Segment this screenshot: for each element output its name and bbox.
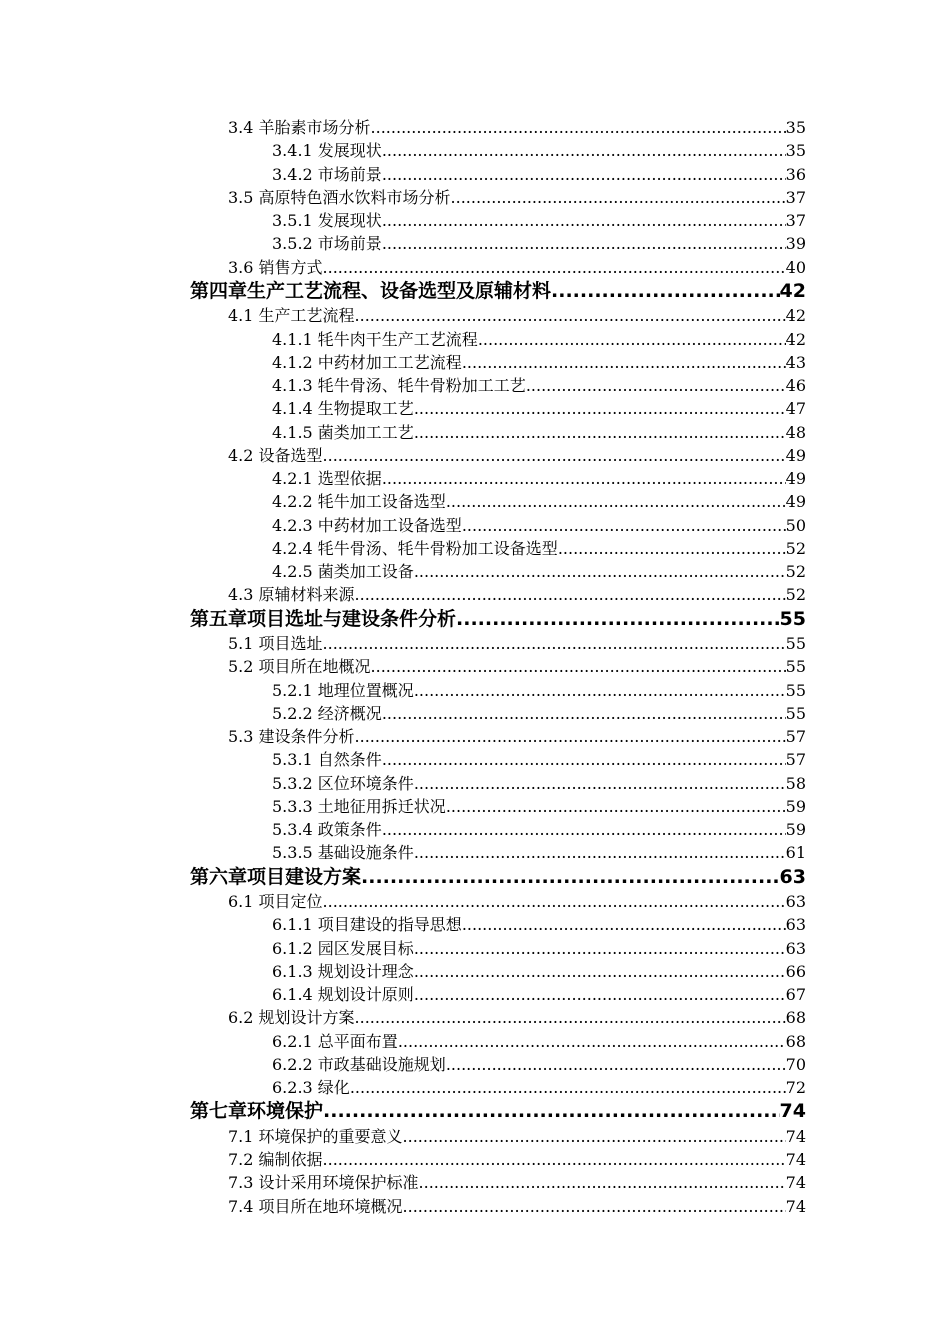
toc-page-number: 63 <box>785 915 806 935</box>
toc-entry-title: 4.1.3 牦牛骨汤、牦牛骨粉加工工艺 <box>272 376 526 395</box>
table-of-contents <box>190 116 806 1218</box>
toc-entry-title: 第七章环境保护 <box>190 1100 324 1123</box>
toc-dot-leader <box>382 139 786 162</box>
toc-page-number: 68 <box>785 1031 806 1051</box>
toc-entry[interactable] <box>190 937 806 960</box>
toc-dot-leader <box>558 537 786 560</box>
toc-entry[interactable] <box>190 702 806 725</box>
toc-page-number: 57 <box>785 750 806 770</box>
toc-entry[interactable] <box>190 1053 806 1076</box>
toc-page-number: 55 <box>779 607 806 630</box>
toc-dot-leader <box>414 841 786 864</box>
toc-entry[interactable] <box>190 397 806 420</box>
toc-entry-title: 3.5.1 发展现状 <box>272 211 382 230</box>
toc-page-number: 55 <box>785 657 806 677</box>
toc-dot-leader <box>414 960 786 983</box>
toc-entry-title: 3.4.2 市场前景 <box>272 164 382 184</box>
toc-dot-leader <box>414 937 786 960</box>
toc-page-number: 63 <box>785 892 806 911</box>
toc-entry[interactable] <box>190 560 806 583</box>
toc-dot-leader <box>361 865 780 891</box>
toc-page-number: 74 <box>779 1100 806 1123</box>
toc-dot-leader <box>398 1030 786 1053</box>
toc-entry-title: 5.3.2 区位环境条件 <box>272 773 414 793</box>
toc-page-number: 37 <box>785 211 806 230</box>
toc-entry-title: 4.2.3 中药材加工设备选型 <box>272 515 462 535</box>
toc-entry-title: 4.3 原辅材料来源 <box>228 585 355 605</box>
toc-chapter-entry[interactable] <box>190 1099 806 1125</box>
toc-entry[interactable] <box>190 983 806 1006</box>
toc-dot-leader <box>382 209 786 232</box>
toc-page-number: 63 <box>779 865 806 888</box>
toc-page-number: 55 <box>785 680 806 700</box>
toc-entry-title: 7.2 编制依据 <box>228 1150 323 1169</box>
toc-entry[interactable] <box>190 444 806 467</box>
toc-entry-title: 3.6 销售方式 <box>228 257 323 277</box>
toc-entry[interactable] <box>190 632 806 655</box>
toc-dot-leader <box>323 1099 780 1125</box>
toc-dot-leader <box>323 1148 786 1171</box>
toc-entry[interactable] <box>190 960 806 983</box>
toc-entry-title: 3.5.2 市场前景 <box>272 234 382 254</box>
toc-dot-leader <box>382 702 786 725</box>
toc-entry[interactable] <box>190 116 806 139</box>
toc-entry-title: 7.1 环境保护的重要意义 <box>228 1126 403 1146</box>
toc-page-number: 36 <box>785 164 806 184</box>
toc-entry-title: 6.1.2 园区发展目标 <box>272 938 414 958</box>
toc-entry[interactable] <box>190 467 806 490</box>
toc-dot-leader <box>382 748 786 771</box>
toc-entry-title: 5.2.1 地理位置概况 <box>272 680 414 700</box>
toc-page-number: 72 <box>785 1078 806 1097</box>
toc-page-number: 52 <box>785 538 806 558</box>
toc-entry-title: 第五章项目选址与建设条件分析 <box>190 607 457 630</box>
toc-dot-leader <box>382 818 786 841</box>
toc-page-number: 49 <box>785 492 806 512</box>
toc-page-number: 74 <box>785 1173 806 1193</box>
toc-entry[interactable] <box>190 328 806 351</box>
toc-page-number: 37 <box>785 187 806 207</box>
toc-page-number: 55 <box>785 703 806 723</box>
toc-entry-title: 4.1.1 牦牛肉干生产工艺流程 <box>272 329 478 349</box>
toc-page-number: 59 <box>785 796 806 816</box>
toc-entry-title: 4.1.2 中药材加工工艺流程 <box>272 352 462 372</box>
toc-dot-leader <box>355 725 786 748</box>
toc-entry-title: 6.1 项目定位 <box>228 892 323 911</box>
toc-dot-leader <box>350 1076 786 1099</box>
toc-entry-title: 6.2 规划设计方案 <box>228 1008 355 1028</box>
toc-entry[interactable] <box>190 209 806 232</box>
toc-dot-leader <box>462 351 786 374</box>
toc-entry-title: 4.2.5 菌类加工设备 <box>272 562 414 581</box>
toc-dot-leader <box>355 1006 786 1029</box>
toc-dot-leader <box>355 583 786 606</box>
toc-page-number: 74 <box>785 1196 806 1216</box>
toc-dot-leader <box>414 397 786 420</box>
toc-page-number: 52 <box>785 562 806 581</box>
toc-page-number: 35 <box>785 118 806 137</box>
toc-page-number: 66 <box>785 961 806 981</box>
toc-page-number: 55 <box>785 634 806 653</box>
toc-dot-leader <box>526 374 786 397</box>
toc-entry-title: 5.3 建设条件分析 <box>228 727 355 746</box>
toc-entry[interactable] <box>190 890 806 913</box>
toc-page-number: 49 <box>785 445 806 465</box>
toc-entry[interactable] <box>190 841 806 864</box>
toc-dot-leader <box>414 679 786 702</box>
toc-page-number: 59 <box>785 820 806 839</box>
toc-entry-title: 5.1 项目选址 <box>228 634 323 653</box>
toc-page-number: 67 <box>785 985 806 1004</box>
toc-entry-title: 6.1.3 规划设计理念 <box>272 961 414 981</box>
toc-entry-title: 第四章生产工艺流程、设备选型及原辅材料 <box>190 279 552 302</box>
toc-entry-title: 3.4 羊胎素市场分析 <box>228 118 371 137</box>
toc-entry[interactable] <box>190 583 806 606</box>
toc-entry-title: 5.3.5 基础设施条件 <box>272 843 414 863</box>
toc-entry[interactable] <box>190 351 806 374</box>
toc-dot-leader <box>414 983 786 1006</box>
toc-page-number: 48 <box>785 422 806 442</box>
toc-chapter-entry[interactable] <box>190 279 806 305</box>
toc-entry-title: 5.2 项目所在地概况 <box>228 657 371 677</box>
toc-entry[interactable] <box>190 725 806 748</box>
toc-dot-leader <box>478 328 786 351</box>
toc-entry-title: 4.2.4 牦牛骨汤、牦牛骨粉加工设备选型 <box>272 538 558 558</box>
toc-dot-leader <box>323 256 786 279</box>
toc-page-number: 47 <box>785 399 806 419</box>
toc-entry[interactable] <box>190 186 806 209</box>
toc-entry-title: 5.3.3 土地征用拆迁状况 <box>272 796 446 816</box>
toc-dot-leader <box>382 232 786 255</box>
toc-entry-title: 4.2.1 选型依据 <box>272 469 382 488</box>
toc-entry[interactable] <box>190 304 806 327</box>
toc-page-number: 50 <box>785 515 806 535</box>
toc-dot-leader <box>462 514 786 537</box>
toc-page-number: 70 <box>785 1054 806 1074</box>
toc-entry-title: 3.5 高原特色酒水饮料市场分析 <box>228 187 451 207</box>
toc-page-number: 68 <box>785 1008 806 1028</box>
toc-entry-title: 6.2.1 总平面布置 <box>272 1031 398 1051</box>
toc-entry-title: 5.2.2 经济概况 <box>272 703 382 723</box>
toc-entry[interactable] <box>190 163 806 186</box>
toc-dot-leader <box>414 421 786 444</box>
toc-page-number: 74 <box>785 1150 806 1169</box>
toc-page-number: 58 <box>785 773 806 793</box>
toc-dot-leader <box>446 795 786 818</box>
toc-page-number: 74 <box>785 1126 806 1146</box>
toc-entry[interactable] <box>190 772 806 795</box>
toc-entry[interactable] <box>190 374 806 397</box>
toc-entry[interactable] <box>190 256 806 279</box>
toc-dot-leader <box>403 1195 786 1218</box>
toc-page-number: 35 <box>785 141 806 161</box>
toc-entry-title: 6.2.3 绿化 <box>272 1078 350 1097</box>
toc-entry[interactable] <box>190 1171 806 1194</box>
toc-dot-leader <box>419 1171 786 1194</box>
toc-entry-title: 7.3 设计采用环境保护标准 <box>228 1173 419 1193</box>
toc-entry[interactable] <box>190 232 806 255</box>
toc-entry-title: 3.4.1 发展现状 <box>272 141 382 161</box>
toc-entry[interactable] <box>190 679 806 702</box>
toc-entry-title: 4.2.2 牦牛加工设备选型 <box>272 492 446 512</box>
toc-dot-leader <box>323 444 786 467</box>
toc-page-number: 57 <box>785 727 806 746</box>
toc-entry[interactable] <box>190 818 806 841</box>
toc-page-number: 39 <box>785 234 806 254</box>
toc-entry-title: 4.2 设备选型 <box>228 445 323 465</box>
toc-dot-leader <box>446 1053 786 1076</box>
toc-dot-leader <box>382 467 786 490</box>
toc-entry[interactable] <box>190 655 806 678</box>
toc-page-number: 42 <box>785 329 806 349</box>
toc-dot-leader <box>371 116 786 139</box>
toc-entry[interactable] <box>190 1030 806 1053</box>
toc-dot-leader <box>551 279 780 305</box>
toc-page-number: 52 <box>785 585 806 605</box>
toc-entry-title: 第六章项目建设方案 <box>190 865 362 888</box>
toc-entry[interactable] <box>190 1148 806 1171</box>
toc-entry[interactable] <box>190 490 806 513</box>
toc-dot-leader <box>323 890 786 913</box>
toc-entry-title: 4.1 生产工艺流程 <box>228 306 355 326</box>
toc-dot-leader <box>382 163 786 186</box>
toc-entry-title: 7.4 项目所在地环境概况 <box>228 1196 403 1216</box>
toc-dot-leader <box>414 560 786 583</box>
toc-entry[interactable] <box>190 748 806 771</box>
toc-entry[interactable] <box>190 1006 806 1029</box>
toc-dot-leader <box>403 1125 786 1148</box>
toc-page-number: 40 <box>785 257 806 277</box>
toc-dot-leader <box>451 186 786 209</box>
toc-page-number: 63 <box>785 938 806 958</box>
toc-dot-leader <box>371 655 786 678</box>
toc-entry[interactable] <box>190 795 806 818</box>
toc-dot-leader <box>462 913 786 936</box>
toc-dot-leader <box>355 304 786 327</box>
toc-dot-leader <box>414 772 786 795</box>
toc-entry-title: 6.1.1 项目建设的指导思想 <box>272 915 462 935</box>
toc-entry[interactable] <box>190 1076 806 1099</box>
toc-page-number: 61 <box>785 843 806 863</box>
toc-entry-title: 5.3.1 自然条件 <box>272 750 382 770</box>
toc-dot-leader <box>323 632 786 655</box>
toc-entry[interactable] <box>190 139 806 162</box>
toc-entry[interactable] <box>190 1125 806 1148</box>
toc-entry[interactable] <box>190 421 806 444</box>
toc-page-number: 46 <box>785 376 806 395</box>
toc-entry-title: 4.1.5 菌类加工工艺 <box>272 422 414 442</box>
toc-entry-title: 5.3.4 政策条件 <box>272 820 382 839</box>
toc-chapter-entry[interactable] <box>190 607 806 633</box>
toc-dot-leader <box>446 490 786 513</box>
toc-entry[interactable] <box>190 537 806 560</box>
toc-entry[interactable] <box>190 514 806 537</box>
toc-chapter-entry[interactable] <box>190 865 806 891</box>
toc-entry[interactable] <box>190 1195 806 1218</box>
toc-entry[interactable] <box>190 913 806 936</box>
toc-entry-title: 6.2.2 市政基础设施规划 <box>272 1054 446 1074</box>
toc-page-number: 42 <box>779 279 806 302</box>
toc-page-number: 49 <box>785 469 806 488</box>
toc-entry-title: 4.1.4 生物提取工艺 <box>272 399 414 419</box>
toc-page-number: 43 <box>785 352 806 372</box>
toc-dot-leader <box>456 607 780 633</box>
toc-page-number: 42 <box>785 306 806 326</box>
toc-entry-title: 6.1.4 规划设计原则 <box>272 985 414 1004</box>
